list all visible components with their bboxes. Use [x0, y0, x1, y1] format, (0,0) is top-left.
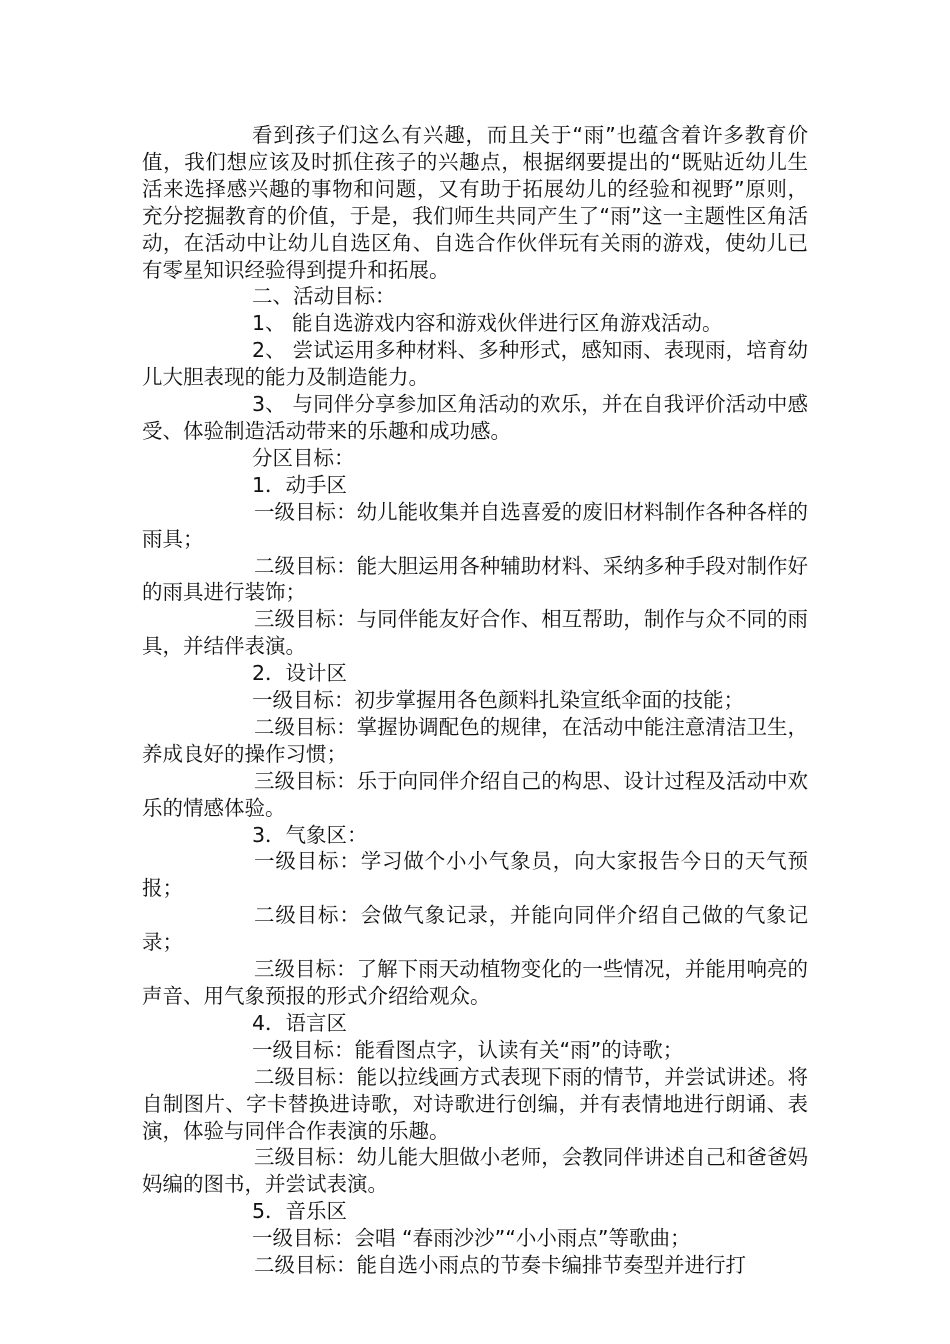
intro-paragraph: 看到孩子们这么有兴趣，而且关于“雨”也蕴含着许多教育价值，我们想应该及时抓住孩子的兴趣点，根据纲要提出的“既贴近幼儿生活来选择感兴趣的事物和问题，又有助于拓展幼儿的经验和视野”原则，充分挖掘教育的价值，于是，我们师生共同产生了“雨”这一主题性区角活动，在活动中让幼儿自选区角、自选合作伙伴玩有关雨的游戏，使幼儿已有零星知识经验得到提升和拓展。 [142, 123, 808, 282]
goal-item-3: 3、 与同伴分享参加区角活动的欢乐，并在自我评价活动中感受、体验制造活动带来的乐趣和成功感。 [142, 392, 808, 443]
zone-heading-hands-on: 1．动手区 [252, 472, 348, 497]
zone-heading-design: 2．设计区 [252, 661, 348, 686]
subheading-zone-goals: 分区目标： [252, 445, 355, 470]
design-level-1: 一级目标：初步掌握用各色颜料扎染宣纸伞面的技能； [252, 688, 744, 713]
language-level-3: 三级目标：幼儿能大胆做小老师，会教同伴讲述自己和爸爸妈妈编的图书，并尝试表演。 [142, 1145, 808, 1197]
goal-item-1: 1、 能自选游戏内容和游戏伙伴进行区角游戏活动。 [252, 311, 723, 336]
weather-level-3: 三级目标：了解下雨天动植物变化的一些情况，并能用响亮的声音、用气象预报的形式介绍给观众。 [142, 957, 808, 1008]
section-heading-activity-goals: 二、活动目标： [252, 284, 396, 309]
goal-item-2: 2、 尝试运用多种材料、多种形式，感知雨、表现雨，培育幼儿大胆表现的能力及制造能力。 [142, 338, 808, 390]
hands-on-level-1: 一级目标：幼儿能收集并自选喜爱的废旧材料制作各种各样的雨具； [142, 499, 808, 551]
hands-on-level-2: 二级目标：能大胆运用各种辅助材料、采纳多种手段对制作好的雨具进行装饰； [142, 553, 808, 605]
zone-heading-weather: 3．气象区： [252, 822, 368, 847]
music-level-1: 一级目标：会唱 “春雨沙沙”“小小雨点”等歌曲； [252, 1226, 691, 1251]
weather-level-1: 一级目标：学习做个小小气象员，向大家报告今日的天气预报； [142, 849, 808, 901]
zone-heading-language: 4．语言区 [252, 1010, 348, 1035]
design-level-2: 二级目标：掌握协调配色的规律，在活动中能注意清洁卫生，养成良好的操作习惯； [142, 714, 808, 766]
language-level-1: 一级目标：能看图点字，认读有关“雨”的诗歌； [252, 1037, 684, 1062]
zone-heading-music: 5．音乐区 [252, 1199, 348, 1224]
design-level-3: 三级目标：乐于向同伴介绍自己的构思、设计过程及活动中欢乐的情感体验。 [142, 768, 808, 820]
language-level-2: 二级目标：能以拉线画方式表现下雨的情节，并尝试讲述。将自制图片、字卡替换进诗歌，对诗歌进行创编，并有表情地进行朗诵、表演，体验与同伴合作表演的乐趣。 [142, 1064, 808, 1143]
hands-on-level-3: 三级目标：与同伴能友好合作、相互帮助，制作与众不同的雨具，并结伴表演。 [142, 607, 808, 659]
weather-level-2: 二级目标：会做气象记录，并能向同伴介绍自己做的气象记录； [142, 903, 808, 955]
document-page [142, 122, 808, 1279]
music-level-2: 二级目标：能自选小雨点的节奏卡编排节奏型并进行打 [254, 1253, 746, 1278]
